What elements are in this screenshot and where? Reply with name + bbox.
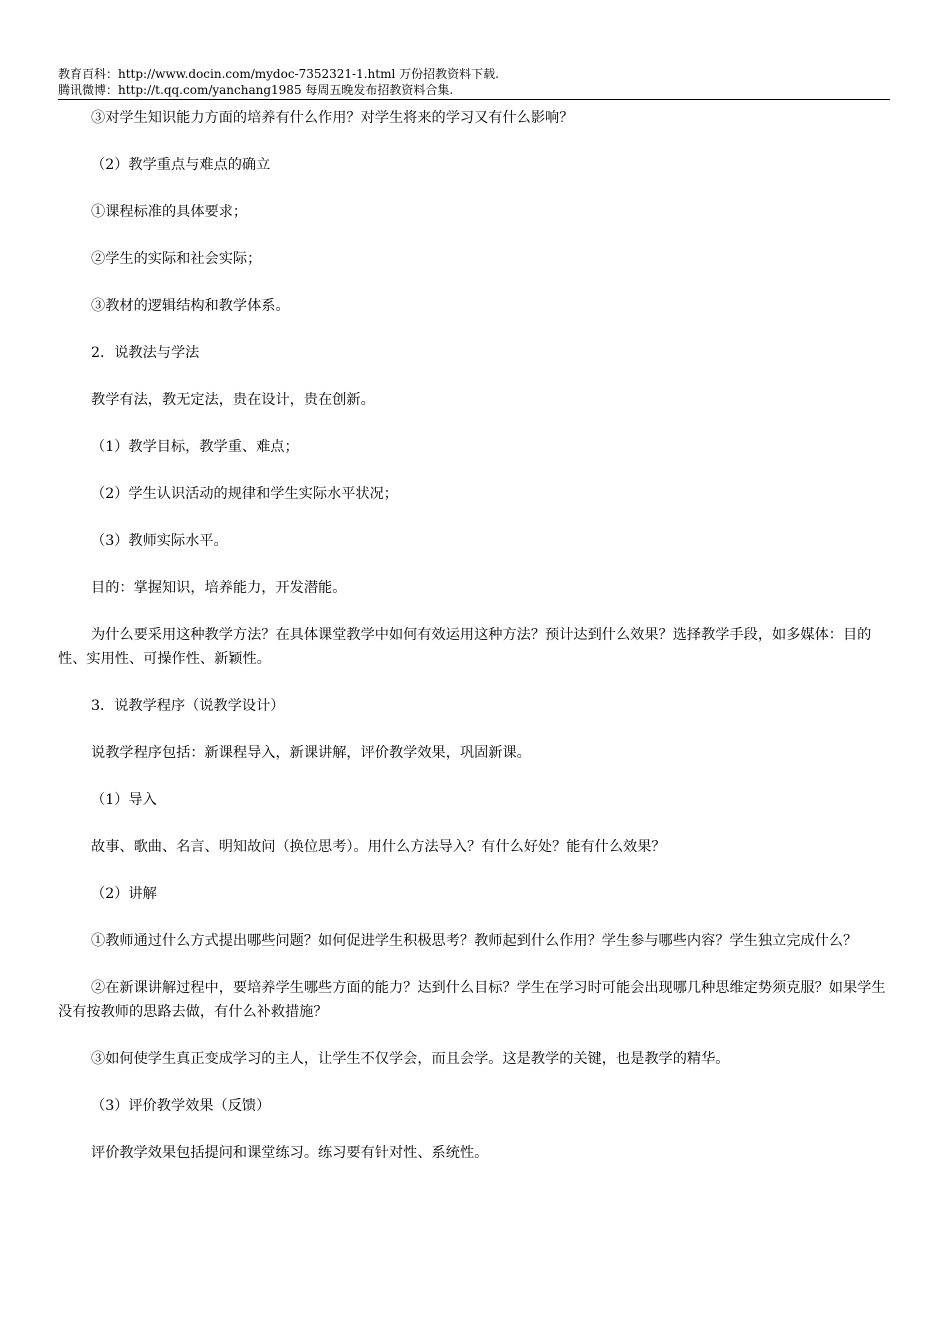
section-heading: 3．说教学程序（说教学设计） <box>91 698 285 714</box>
list-item: ③教材的逻辑结构和教学体系。 <box>91 298 290 314</box>
section-heading: （2）讲解 <box>91 886 157 902</box>
section-heading: （1）导入 <box>91 792 157 808</box>
list-item: （2）学生认识活动的规律和学生实际水平状况； <box>91 486 398 502</box>
paragraph: ③如何使学生真正变成学习的主人，让学生不仅学会，而且会学。这是教学的关键，也是教学的精华。 <box>91 1051 730 1067</box>
document-body <box>58 106 892 1188</box>
header-line-weibo: 腾讯微博：http://t.qq.com/yanchang1985 每周五晚发布招教资料合集. <box>58 83 454 97</box>
list-item: （1）教学目标，教学重、难点； <box>91 439 299 455</box>
header-line-docin: 教育百科：http://www.docin.com/mydoc-7352321-1.html 万份招教资料下载. <box>58 67 499 81</box>
list-item: ①课程标准的具体要求； <box>91 204 248 220</box>
list-item: ②学生的实际和社会实际； <box>91 251 262 267</box>
paragraph: 故事、歌曲、名言、明知故问（换位思考）。用什么方法导入？有什么好处？能有什么效果？ <box>91 839 666 855</box>
paragraph: 教学有法，教无定法，贵在设计，贵在创新。 <box>91 392 375 408</box>
paragraph: 评价教学效果包括提问和课堂练习。练习要有针对性、系统性。 <box>91 1145 489 1161</box>
paragraph: ②在新课讲解过程中，要培养学生哪些方面的能力？达到什么目标？学生在学习时可能会出现哪几种思维定势须克服？如果学生没有按教师的思路去做，有什么补救措施？ <box>58 980 886 1020</box>
paragraph: 目的：掌握知识，培养能力，开发潜能。 <box>91 580 347 596</box>
section-heading: （2）教学重点与难点的确立 <box>91 157 271 173</box>
paragraph: 为什么要采用这种教学方法？在具体课堂教学中如何有效运用这种方法？预计达到什么效果？选择教学手段，如多媒体：目的性、实用性、可操作性、新颖性。 <box>58 627 872 667</box>
section-heading: （3）评价教学效果（反馈） <box>91 1098 271 1114</box>
list-item: （3）教师实际水平。 <box>91 533 228 549</box>
paragraph: ①教师通过什么方式提出哪些问题？如何促进学生积极思考？教师起到什么作用？学生参与哪些内容？学生独立完成什么？ <box>91 933 858 949</box>
paragraph: 说教学程序包括：新课程导入，新课讲解，评价教学效果，巩固新课。 <box>91 745 531 761</box>
page-header <box>58 66 890 100</box>
paragraph: ③对学生知识能力方面的培养有什么作用？对学生将来的学习又有什么影响？ <box>91 110 574 126</box>
section-heading: 2．说教法与学法 <box>91 345 200 361</box>
